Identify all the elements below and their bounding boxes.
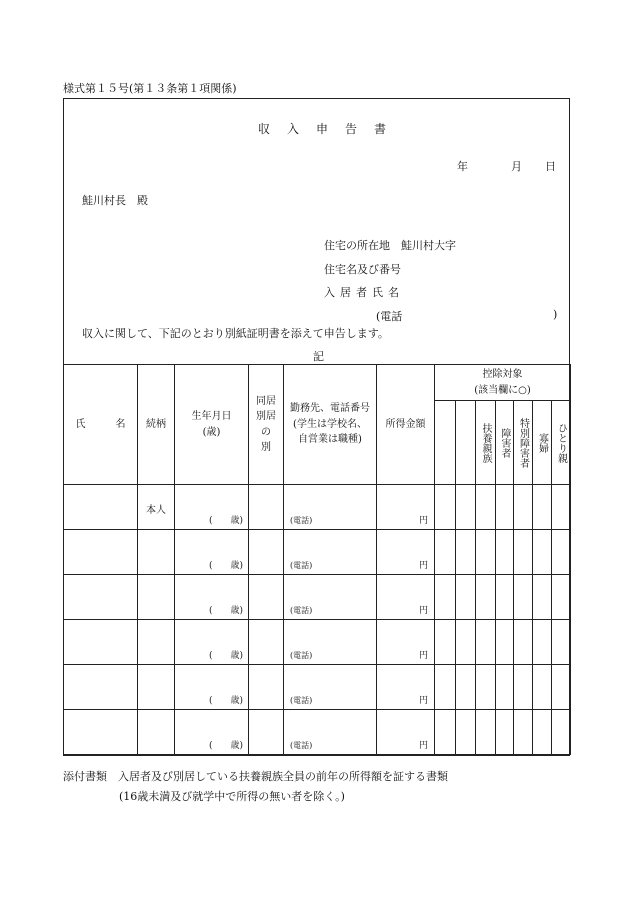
cell-workplace[interactable] (284, 530, 377, 575)
cell-check[interactable] (496, 710, 514, 755)
cell-cohabitation[interactable] (249, 710, 284, 755)
cell-check[interactable] (514, 620, 533, 665)
cell-name[interactable] (64, 620, 138, 665)
cell-birthdate[interactable] (175, 575, 249, 620)
cell-name[interactable] (64, 530, 138, 575)
tel-placeholder: (電話) (290, 696, 313, 705)
cell-check[interactable] (476, 665, 496, 710)
resident-label: 入居者氏名 (324, 286, 404, 299)
table-row (64, 575, 571, 620)
header-deduction-title (435, 365, 571, 401)
header-workplace-2: (学生は学校名、 (293, 418, 367, 430)
cell-birthdate[interactable] (175, 530, 249, 575)
cell-check[interactable] (533, 485, 552, 530)
cell-name[interactable] (64, 710, 138, 755)
cell-workplace[interactable] (284, 710, 377, 755)
cell-check[interactable] (456, 485, 476, 530)
age-placeholder: ( 歳) (209, 516, 244, 526)
header-cohabitation-1: 同居 (256, 395, 276, 407)
tel-placeholder: (電話) (290, 606, 313, 615)
cell-check[interactable] (514, 575, 533, 620)
header-ded-fuyo (476, 401, 496, 485)
header-ded-kafu-text: 寡婦 (536, 432, 548, 453)
cell-relation[interactable] (138, 710, 175, 755)
cell-relation[interactable] (138, 485, 175, 530)
cell-check[interactable] (435, 530, 456, 575)
cell-check[interactable] (496, 530, 514, 575)
cell-check[interactable] (496, 575, 514, 620)
cell-check[interactable] (514, 485, 533, 530)
cell-check[interactable] (476, 710, 496, 755)
cell-check[interactable] (496, 665, 514, 710)
header-cohabitation-4: 別 (261, 442, 271, 453)
cell-check[interactable] (456, 575, 476, 620)
header-workplace-1: 勤務先、電話番号 (290, 403, 370, 415)
yen-label: 円 (418, 741, 428, 751)
address-label: 住宅の所在地 鮭川村大字 (324, 239, 456, 252)
tel-label: (電話 (376, 310, 403, 323)
cell-name[interactable] (64, 485, 138, 530)
date-day: 日 (545, 160, 556, 173)
header-relation: 続柄 (138, 365, 175, 485)
tel-placeholder: (電話) (290, 561, 313, 570)
cell-check[interactable] (533, 575, 552, 620)
tel-placeholder: (電話) (290, 516, 313, 525)
header-cohabitation-3: の (261, 426, 271, 438)
cell-relation[interactable] (138, 575, 175, 620)
cell-income[interactable] (377, 530, 435, 575)
cell-check[interactable] (476, 530, 496, 575)
yen-label: 円 (418, 516, 428, 526)
header-ded-tokubetsu (514, 401, 533, 485)
cell-relation[interactable] (138, 620, 175, 665)
cell-workplace[interactable] (284, 620, 377, 665)
cell-check[interactable] (456, 665, 476, 710)
table-row (64, 485, 571, 530)
cell-check[interactable] (476, 620, 496, 665)
header-workplace (284, 365, 377, 485)
addressee: 鮭川村長 殿 (82, 194, 148, 207)
cell-income[interactable] (377, 575, 435, 620)
cell-cohabitation[interactable] (249, 530, 284, 575)
cell-name[interactable] (64, 665, 138, 710)
cell-check[interactable] (456, 530, 476, 575)
header-ded-kafu (533, 401, 552, 485)
date-month: 月 (511, 160, 522, 173)
cell-cohabitation[interactable] (249, 575, 284, 620)
cell-relation[interactable] (138, 530, 175, 575)
cell-check[interactable] (476, 485, 496, 530)
cell-workplace[interactable] (284, 665, 377, 710)
cell-birthdate[interactable] (175, 665, 249, 710)
cell-check[interactable] (533, 530, 552, 575)
header-name: 氏 名 (64, 365, 138, 485)
cell-income[interactable] (377, 710, 435, 755)
header-ded-hitori-text: ひとり親 (555, 422, 567, 463)
age-placeholder: ( 歳) (209, 651, 244, 661)
cell-check[interactable] (435, 575, 456, 620)
cell-cohabitation[interactable] (249, 485, 284, 530)
yen-label: 円 (418, 651, 428, 661)
household-table (63, 364, 571, 755)
cell-income[interactable] (377, 485, 435, 530)
header-income: 所得金額 (377, 365, 435, 485)
yen-label: 円 (418, 696, 428, 706)
cell-check[interactable] (496, 485, 514, 530)
cell-check[interactable] (552, 575, 571, 620)
header-deduction-title-2: (該当欄に○) (474, 384, 531, 396)
cell-birthdate[interactable] (175, 620, 249, 665)
cell-check[interactable] (552, 620, 571, 665)
cell-check[interactable] (435, 665, 456, 710)
cell-check[interactable] (496, 620, 514, 665)
header-ded-tokubetsu-text: 特別障害者 (517, 417, 529, 468)
attachment-line2: (16歳未満及び就学中で所得の無い者を除く。) (119, 790, 345, 803)
attachment-line1: 添付書類 入居者及び別居している扶養親族全員の前年の所得額を証する書類 (63, 770, 448, 783)
form-number-label: 様式第１５号(第１３条第１項関係) (63, 82, 237, 95)
cell-cohabitation[interactable] (249, 665, 284, 710)
housing-label: 住宅名及び番号 (324, 263, 401, 276)
ki-label: 記 (313, 350, 324, 363)
cell-birthdate[interactable] (175, 710, 249, 755)
table-row (64, 530, 571, 575)
cell-income[interactable] (377, 665, 435, 710)
cell-check[interactable] (533, 665, 552, 710)
declaration-text: 収入に関して、下記のとおり別紙証明書を添えて申告します。 (82, 327, 389, 340)
header-ded-fuyo-text: 扶養親族 (480, 422, 491, 463)
age-placeholder: ( 歳) (209, 741, 244, 751)
cell-check[interactable] (552, 485, 571, 530)
header-birthdate-line1: 生年月日 (191, 411, 232, 422)
cell-check[interactable] (533, 710, 552, 755)
cell-check[interactable] (435, 710, 456, 755)
cell-check[interactable] (514, 710, 533, 755)
cell-check[interactable] (435, 620, 456, 665)
self-label: 本人 (146, 505, 166, 516)
header-birthdate-line2: (歳) (202, 426, 221, 438)
cell-check[interactable] (533, 620, 552, 665)
yen-label: 円 (418, 561, 428, 571)
header-ded-unreadable (456, 401, 476, 485)
cell-name[interactable] (64, 575, 138, 620)
cell-check[interactable] (435, 485, 456, 530)
cell-income[interactable] (377, 620, 435, 665)
date-year: 年 (457, 160, 468, 173)
header-ded-taxable (435, 401, 456, 485)
cell-birthdate[interactable] (175, 485, 249, 530)
header-ded-hitori (552, 401, 571, 485)
cell-check[interactable] (552, 530, 571, 575)
tel-placeholder: (電話) (290, 651, 313, 660)
cell-check[interactable] (552, 710, 571, 755)
age-placeholder: ( 歳) (209, 561, 244, 571)
age-placeholder: ( 歳) (209, 606, 244, 616)
cell-relation[interactable] (138, 665, 175, 710)
age-placeholder: ( 歳) (209, 696, 244, 706)
header-ded-shogai-text: 障害者 (499, 427, 510, 458)
table-row (64, 620, 571, 665)
cell-check[interactable] (456, 710, 476, 755)
cell-check[interactable] (476, 575, 496, 620)
tel-placeholder: (電話) (290, 741, 313, 750)
cell-check[interactable] (552, 665, 571, 710)
yen-label: 円 (418, 606, 428, 616)
cell-check[interactable] (456, 620, 476, 665)
table-row (64, 665, 571, 710)
header-cohabitation (249, 365, 284, 485)
cell-workplace[interactable] (284, 485, 377, 530)
cell-check[interactable] (514, 665, 533, 710)
tel-close-paren: ) (553, 308, 558, 321)
cell-check[interactable] (514, 530, 533, 575)
header-ded-shogai (496, 401, 514, 485)
header-deduction-title-1: 控除対象 (482, 369, 523, 380)
header-workplace-3: 自営業は職種) (298, 434, 362, 446)
form-title: 収入申告書 (258, 122, 404, 136)
header-birthdate (175, 365, 249, 485)
table-row (64, 710, 571, 755)
cell-cohabitation[interactable] (249, 620, 284, 665)
header-cohabitation-2: 別居 (256, 411, 276, 422)
cell-workplace[interactable] (284, 575, 377, 620)
